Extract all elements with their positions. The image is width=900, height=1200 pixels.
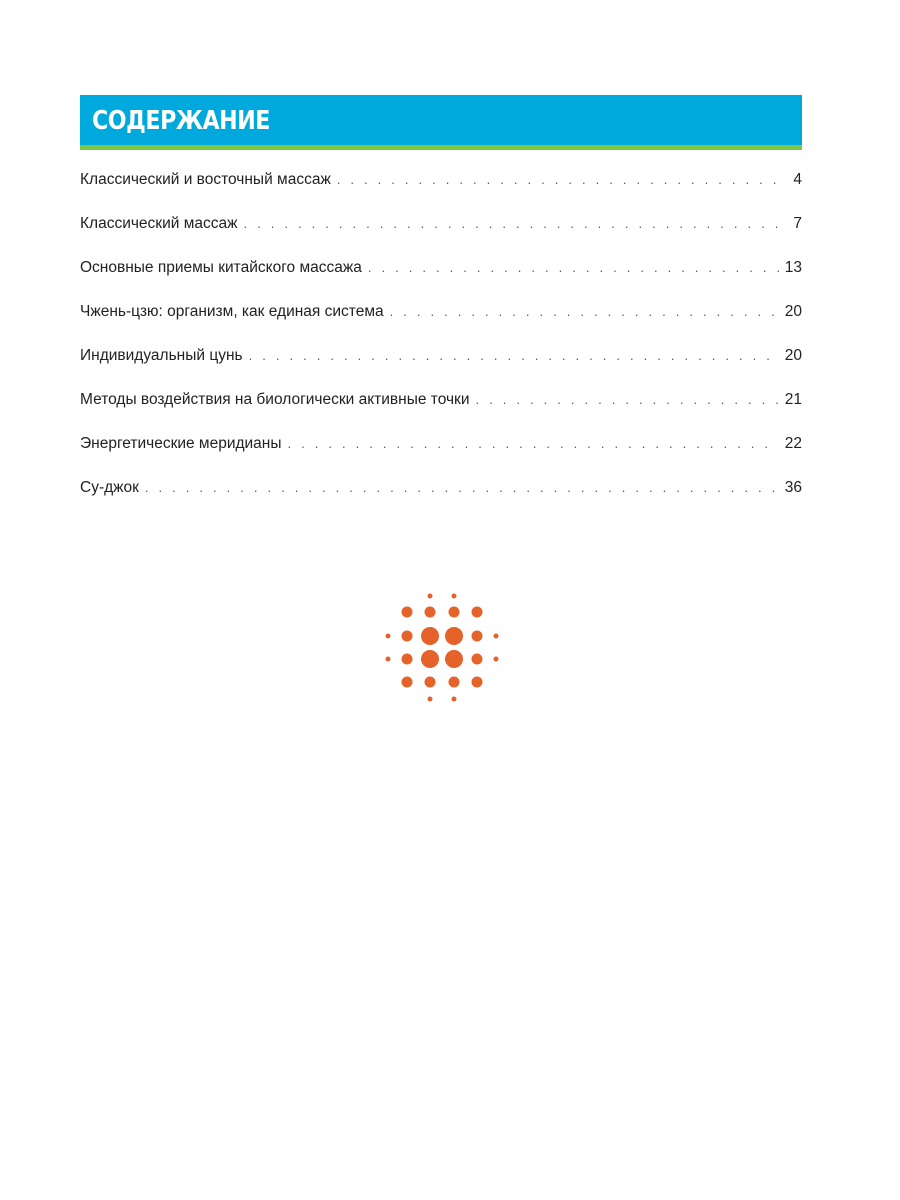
toc-entry-page: 36 xyxy=(784,479,802,496)
toc-dot-leader xyxy=(288,436,779,451)
toc-entry-title: Чжень-цзю: организм, как единая система xyxy=(80,303,384,320)
toc-dot-leader xyxy=(475,392,778,407)
table-of-contents xyxy=(80,171,802,523)
contents-title: СОДЕРЖАНИЕ xyxy=(92,106,270,136)
toc-entry-page: 13 xyxy=(784,259,802,276)
toc-dot-leader xyxy=(368,260,779,275)
toc-entry[interactable] xyxy=(80,303,802,347)
toc-entry[interactable] xyxy=(80,347,802,391)
header-green-stripe xyxy=(80,145,802,150)
toc-entry-title: Су-джок xyxy=(80,479,139,496)
orange-dot-pattern-icon xyxy=(385,590,500,705)
toc-entry-title: Методы воздействия на биологически активные точки xyxy=(80,391,470,408)
toc-entry[interactable] xyxy=(80,259,802,303)
toc-entry-title: Классический и восточный массаж xyxy=(80,171,331,188)
toc-entry-page: 7 xyxy=(793,215,802,232)
toc-entry-title: Энергетические меридианы xyxy=(80,435,282,452)
toc-dot-leader xyxy=(145,480,779,495)
toc-entry[interactable] xyxy=(80,391,802,435)
toc-entry-page: 4 xyxy=(793,171,802,188)
toc-entry[interactable] xyxy=(80,171,802,215)
toc-dot-leader xyxy=(249,348,779,363)
toc-entry[interactable] xyxy=(80,215,802,259)
toc-entry-page: 20 xyxy=(784,347,802,364)
toc-entry-page: 20 xyxy=(784,303,802,320)
toc-entry[interactable] xyxy=(80,479,802,523)
toc-entry-title: Классический массаж xyxy=(80,215,238,232)
toc-dot-leader xyxy=(243,216,787,231)
toc-entry[interactable] xyxy=(80,435,802,479)
toc-entry-page: 22 xyxy=(784,435,802,452)
toc-dot-leader xyxy=(390,304,779,319)
toc-entry-title: Индивидуальный цунь xyxy=(80,347,243,364)
toc-entry-title: Основные приемы китайского массажа xyxy=(80,259,362,276)
toc-entry-page: 21 xyxy=(784,391,802,408)
toc-dot-leader xyxy=(337,172,788,187)
contents-header-bar xyxy=(80,95,802,145)
